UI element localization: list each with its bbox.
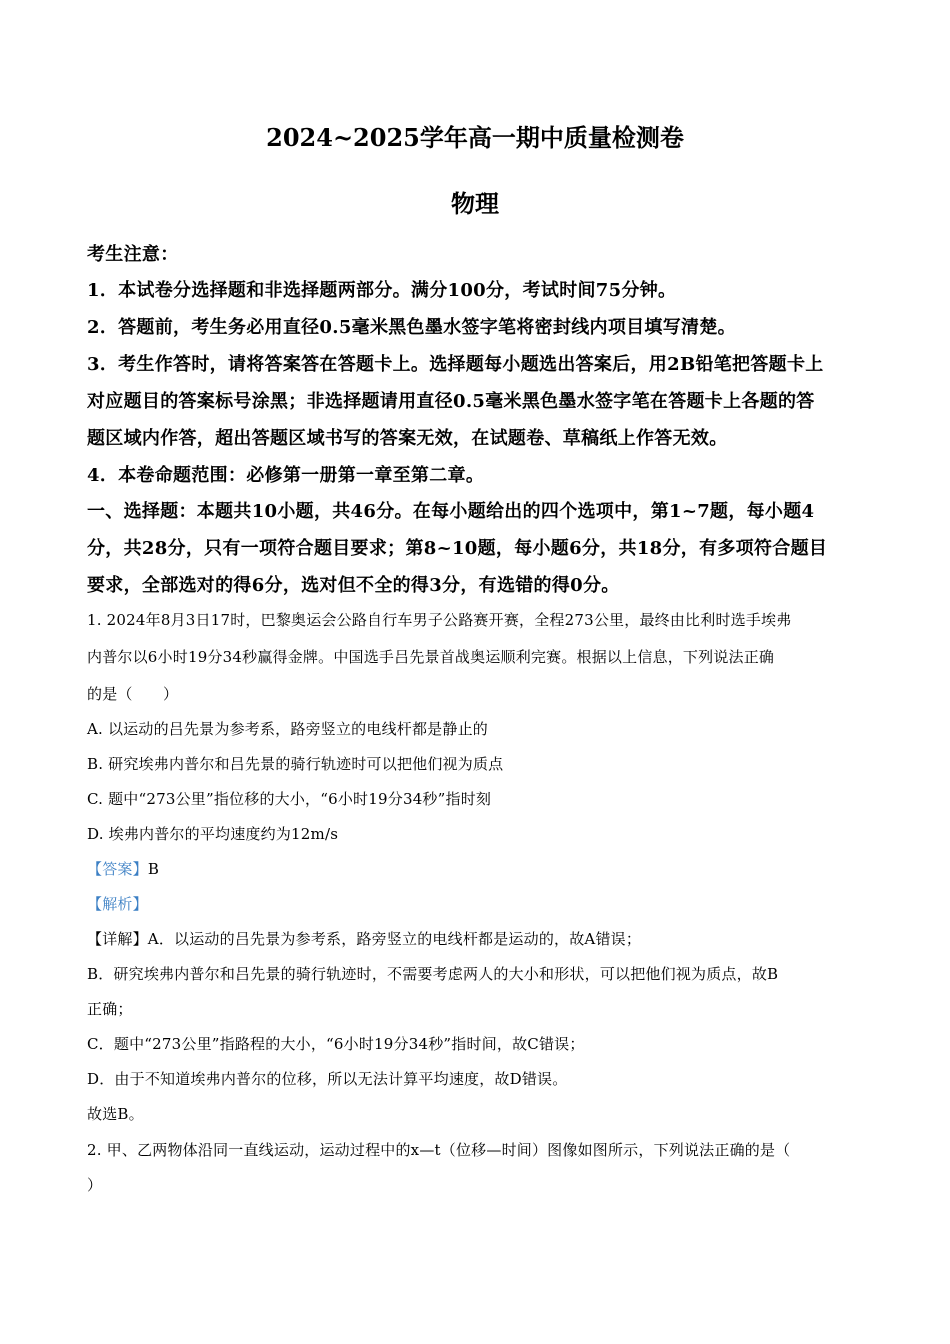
analysis-label: 【解析】 (87, 895, 148, 913)
q1-detail: 正确； (87, 1000, 133, 1018)
notice-item: 2．答题前，考生务必用直径0.5毫米黑色墨水签字笔将密封线内项目填写清楚。 (87, 317, 736, 338)
q1-detail: 【详解】A．以运动的吕先景为参考系，路旁竖立的电线杆都是运动的，故A错误； (87, 930, 642, 948)
q1-option-d: D. 埃弗内普尔的平均速度约为12m/s (87, 825, 339, 843)
q1-detail: C．题中“273公里”指路程的大小，“6小时19分34秒”指时间，故C错误； (87, 1035, 585, 1053)
notice-item: 题区域内作答，超出答题区域书写的答案无效，在试题卷、草稿纸上作答无效。 (87, 428, 728, 449)
q1-stem: 的是（ ） (87, 685, 179, 703)
q1-stem: 1. 2024年8月3日17时，巴黎奥运会公路自行车男子公路赛开赛，全程273公里，最终由比利时选手埃弗 (87, 611, 792, 629)
q2-stem: 2. 甲、乙两物体沿同一直线运动，运动过程中的x—t（位移—时间）图像如图所示，下列说法正确的是（ (87, 1141, 791, 1159)
q1-detail: D．由于不知道埃弗内普尔的位移，所以无法计算平均速度，故D错误。 (87, 1070, 568, 1088)
exam-title: 2024~2025学年高一期中质量检测卷 (266, 123, 684, 152)
q1-stem: 内普尔以6小时19分34秒赢得金牌。中国选手吕先景首战奥运顺利完赛。根据以上信息，下列说法正确 (87, 648, 775, 666)
q1-option-a: A. 以运动的吕先景为参考系，路旁竖立的电线杆都是静止的 (87, 720, 488, 738)
answer-value: B (147, 860, 160, 878)
notice-heading: 考生注意： (87, 244, 179, 265)
notice-item: 3．考生作答时，请将答案答在答题卡上。选择题每小题选出答案后，用2B铅笔把答题卡上 (87, 354, 824, 375)
answer-label: 【答案】 (87, 860, 148, 878)
q1-option-c: C. 题中“273公里”指位移的大小，“6小时19分34秒”指时刻 (87, 790, 492, 808)
notice-item: 对应题目的答案标号涂黑；非选择题请用直径0.5毫米黑色墨水签字笔在答题卡上各题的答 (87, 391, 815, 412)
q1-answer (87, 858, 867, 879)
notice-item: 1．本试卷分选择题和非选择题两部分。满分100分，考试时间75分钟。 (87, 280, 677, 301)
section-intro: 要求，全部选对的得6分，选对但不全的得3分，有选错的得0分。 (87, 575, 620, 596)
subject-title: 物理 (451, 189, 499, 218)
section-intro: 一、选择题：本题共10小题，共46分。在每小题给出的四个选项中，第1~7题，每小题4 (87, 501, 815, 522)
q1-detail: 故选B。 (87, 1105, 144, 1123)
q1-option-b: B. 研究埃弗内普尔和吕先景的骑行轨迹时可以把他们视为质点 (87, 755, 504, 773)
notice-item: 4．本卷命题范围：必修第一册第一章至第二章。 (87, 465, 485, 486)
section-intro: 分，共28分，只有一项符合题目要求；第8~10题，每小题6分，共18分，有多项符合题目 (87, 538, 828, 559)
q2-stem: ） (87, 1176, 103, 1194)
q1-detail: B．研究埃弗内普尔和吕先景的骑行轨迹时，不需要考虑两人的大小和形状，可以把他们视为质点，故B (87, 965, 779, 983)
